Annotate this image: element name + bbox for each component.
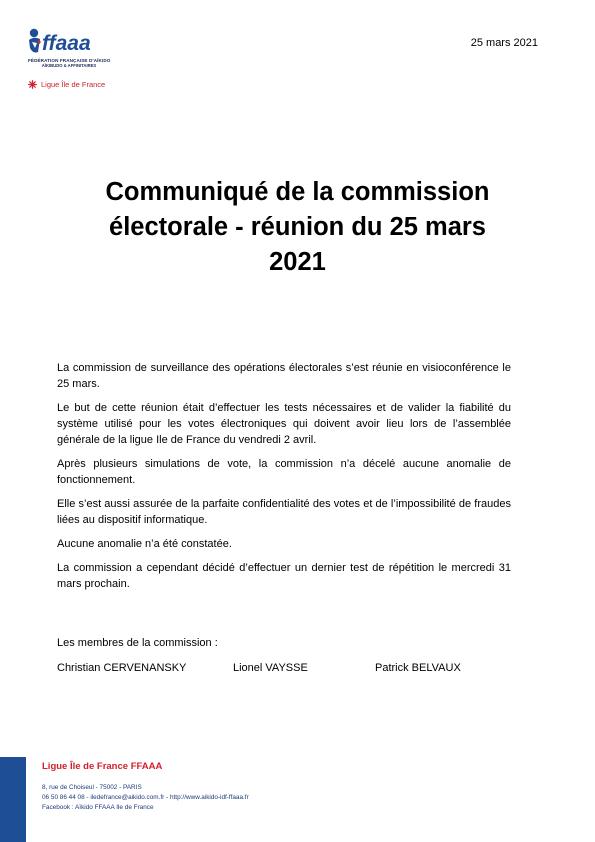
- title-line: 2021: [269, 248, 326, 276]
- paragraph: Le but de cette réunion était d’effectuer les tests nécessaires et de valider la fiabilité du système utilisé pour les votes électroniques qui doivent avoir lieu lors de l’assemblée générale de la ligue Ile de France du vendredi 2 avril.: [57, 402, 511, 446]
- paragraph: Aucune anomalie n’a été constatée.: [57, 538, 232, 550]
- logo-affinitaires-text: AÏKIBUDO & AFFINITAIRES: [41, 63, 97, 68]
- title-line: électorale - réunion du 25 mars: [109, 213, 486, 241]
- svg-text:ffaaa: ffaaa: [42, 32, 91, 55]
- title-line: Communiqué de la commission: [105, 178, 490, 206]
- signatory-name: Lionel VAYSSE: [233, 662, 308, 674]
- document-body: [57, 360, 511, 600]
- ffaaa-logo: [28, 26, 118, 68]
- ffaaa-logo-icon: [28, 26, 112, 56]
- footer-title: Ligue Île de France FFAAA: [42, 761, 163, 772]
- ligue-label-text: Ligue Île de France: [41, 80, 106, 89]
- signatory-name: Christian CERVENANSKY: [57, 662, 187, 674]
- paragraph: Elle s’est aussi assurée de la parfaite confidentialité des votes et de l’impossibilité de fraudes liées au dispositif informatique.: [57, 498, 511, 526]
- paragraph: Après plusieurs simulations de vote, la commission n’a décelé aucune anomalie de fonctionnement.: [57, 458, 511, 486]
- footer-color-bar: [0, 757, 26, 842]
- paragraph: La commission de surveillance des opérations électorales s’est réunie en visioconférence le 25 mars.: [57, 362, 511, 390]
- logo-federation-text: FÉDÉRATION FRANÇAISE D’AÏKIDO: [28, 58, 111, 63]
- paragraph: La commission a cependant décidé d’effectuer un dernier test de répétition le mercredi 31 mars prochain.: [57, 562, 511, 590]
- document-title: [40, 175, 555, 280]
- footer-contact: 06 50 86 44 08 - iledefrance@aikido.com.fr - http://www.aikido-idf-ffaaa.fr: [42, 794, 249, 801]
- signature-intro: Les membres de la commission :: [57, 637, 218, 649]
- red-star-icon: [28, 80, 37, 89]
- footer-address: 8, rue de Choiseul - 75002 - PARIS: [42, 784, 142, 791]
- signatory-name: Patrick BELVAUX: [375, 662, 461, 674]
- document-date: 25 mars 2021: [470, 37, 538, 49]
- footer-facebook: Facebook : Aïkido FFAAA Ile de France: [42, 804, 154, 811]
- ligue-label: [28, 80, 105, 89]
